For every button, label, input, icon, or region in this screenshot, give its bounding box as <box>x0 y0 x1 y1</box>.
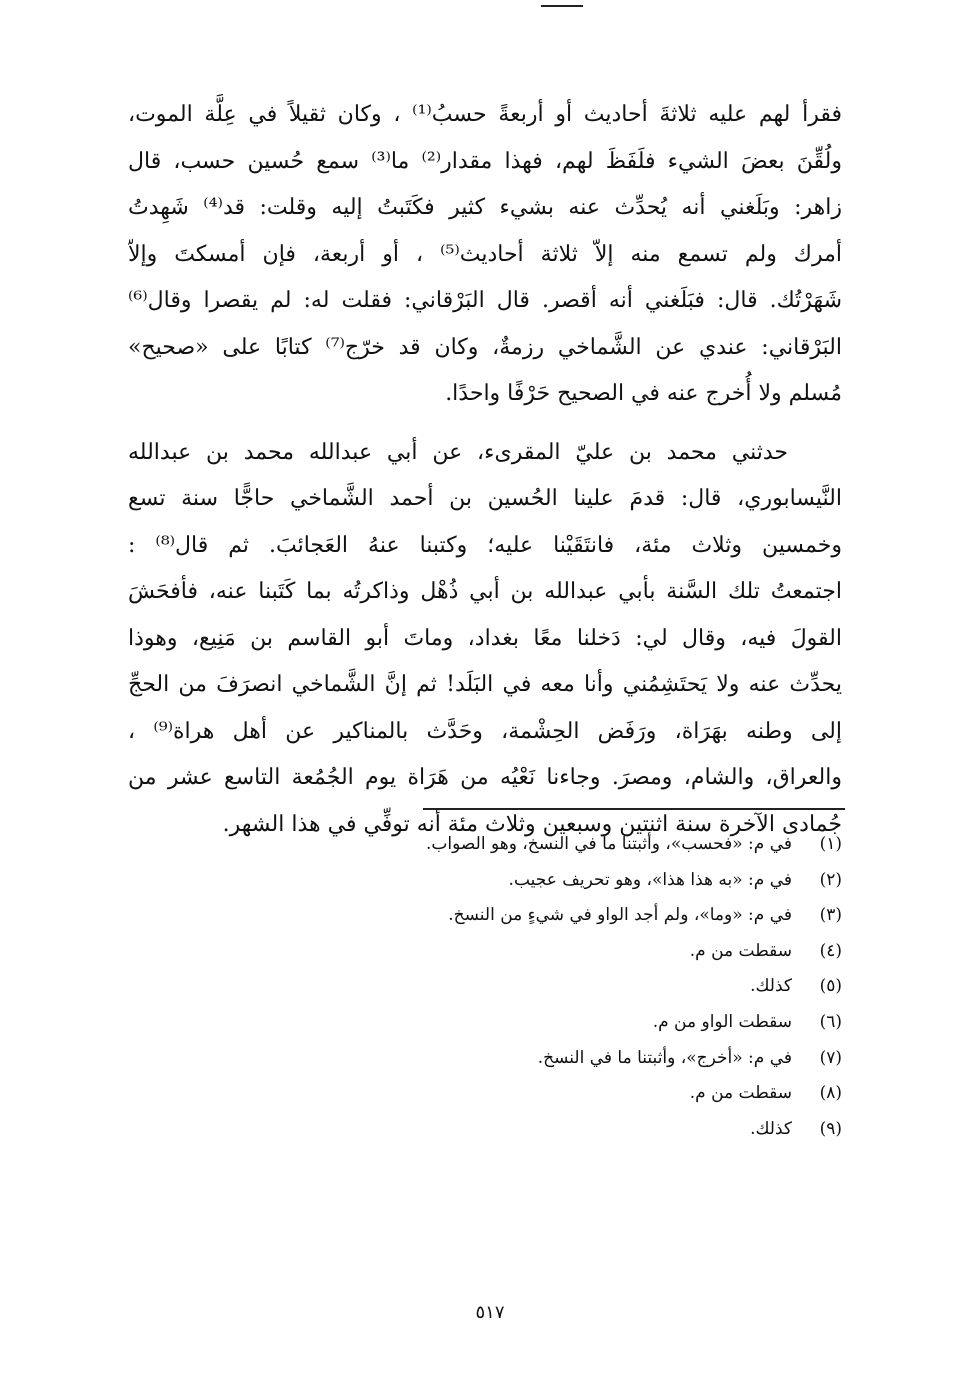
text-line: البَرْقاني: عندي عن الشَّماخي رزمةٌ، وكان قد خرّج⁽⁷⁾ كتابًا على «صحيح» <box>128 334 842 360</box>
text-line: زاهر: وبَلَغني أنه يُحدِّث عنه بشيء كثير فكَتَبتُ إليه وقلت: قد⁽⁴⁾ شَهِدتُ <box>128 195 842 220</box>
footnote-item <box>282 1005 842 1041</box>
footnote-divider <box>423 808 845 810</box>
footnotes <box>282 827 842 1147</box>
footnote-number: (٣) <box>819 905 842 926</box>
page-number: ٥١٧ <box>475 1302 505 1323</box>
paragraph-2 <box>128 430 842 849</box>
top-edge-mark <box>541 0 583 7</box>
footnote-number: (٤) <box>819 940 842 961</box>
text-line: أمرك ولم تسمع منه إلاّ ثلاثة أحاديث⁽⁵⁾ ، أو أربعة، فإن أمسكتَ وإلاّ <box>128 241 842 267</box>
text-line: القولَ فيه، وقال لي: دَخلنا معًا بغداد، وماتَ أبو القاسم بن مَنِيع، وهوذا <box>128 625 842 651</box>
footnote-number: (٨) <box>819 1083 842 1104</box>
main-text <box>128 92 842 848</box>
footnote-number: (١) <box>819 834 842 854</box>
text-line: اجتمعتُ تلك السَّنة بأبي عبدالله بن أبي ذُهْل وذاكرتُه بما كَتَبنا عنه، فأفحَشَ <box>128 579 842 604</box>
footnote-number: (٢) <box>819 869 842 890</box>
footnote-text: سقطت من م. <box>689 940 792 961</box>
footnote-text: في م: «به هذا هذا»، وهو تحريف عجيب. <box>508 869 792 890</box>
footnote-number: (٥) <box>819 976 842 997</box>
footnote-item <box>282 863 842 899</box>
text-line: يحدِّث عنه ولا يَحتَشِمُني وأنا معه في البَلَد! ثم إنَّ الشَّماخي انصرَفَ من الحجِّ <box>128 672 842 697</box>
footnote-item <box>282 969 842 1005</box>
text-line: شَهَرْتُك. قال: فبَلَغني أنه أقصر. قال البَرْقاني: فقلت له: لم يقصرا وقال⁽⁶⁾ <box>128 288 842 313</box>
footnote-item <box>282 898 842 934</box>
footnote-text: كذلك. <box>750 1118 792 1139</box>
text-line: النَّيسابوري، قال: قدمَ علينا الحُسين بن أحمد الشَّماخي حاجًّا سنة تسع <box>128 486 842 511</box>
footnote-item <box>282 827 842 863</box>
text-line: جُمادى الآخرة سنة اثنتين وسبعين وثلاث مئة أنه توفِّي في هذا الشهر. <box>222 811 842 837</box>
footnote-text: في م: «فحسب»، وأثبتنا ما في النسخ، وهو الصواب. <box>425 834 792 854</box>
footnote-item <box>282 1076 842 1112</box>
text-line: وخمسين وثلاث مئة، فانتَقَيْنا عليه؛ وكتبنا عنهُ العَجائبَ. ثم قال⁽⁸⁾ : <box>128 532 842 558</box>
footnote-number: (٩) <box>819 1118 842 1139</box>
footnote-text: كذلك. <box>750 976 792 997</box>
text-line: مُسلم ولا أُخرج عنه في الصحيح حَرْفًا واحدًا. <box>445 381 842 406</box>
footnote-number: (٧) <box>819 1047 842 1068</box>
footnote-item <box>282 1112 842 1148</box>
text-line: فقرأ لهم عليه ثلاثةَ أحاديث أو أربعةً حسبُ⁽¹⁾ ، وكان ثقيلاً في عِلَّة الموت، <box>128 102 842 127</box>
footnote-number: (٦) <box>819 1011 842 1032</box>
footnote-item <box>282 1041 842 1077</box>
footnote-text: سقطت الواو من م. <box>652 1011 792 1032</box>
footnote-text: في م: «وما»، ولم أجد الواو في شيءٍ من النسخ. <box>448 905 792 926</box>
footnote-text: في م: «أخرج»، وأثبتنا ما في النسخ. <box>537 1047 792 1068</box>
text-line: ولُقِّنَ بعضَ الشيء فلَفَظَ لهم، فهذا مقدار⁽²⁾ ما⁽³⁾ سمع حُسين حسب، قال <box>128 148 842 174</box>
footnote-item <box>282 934 842 970</box>
paragraph-1 <box>128 92 842 418</box>
text-line: حدثني محمد بن عليّ المقرىء، عن أبي عبدالله محمد بن عبدالله <box>128 439 788 465</box>
text-line: والعراق، والشام، ومصرَ. وجاءنا نَعْيُه من هَرَاة يوم الجُمُعة التاسع عشر من <box>128 765 842 790</box>
text-line: إلى وطنه بهَرَاة، ورَفَض الحِشْمة، وحَدَّث بالمناكير عن أهل هراة⁽⁹⁾ ، <box>128 718 842 744</box>
footnote-text: سقطت من م. <box>689 1083 792 1104</box>
